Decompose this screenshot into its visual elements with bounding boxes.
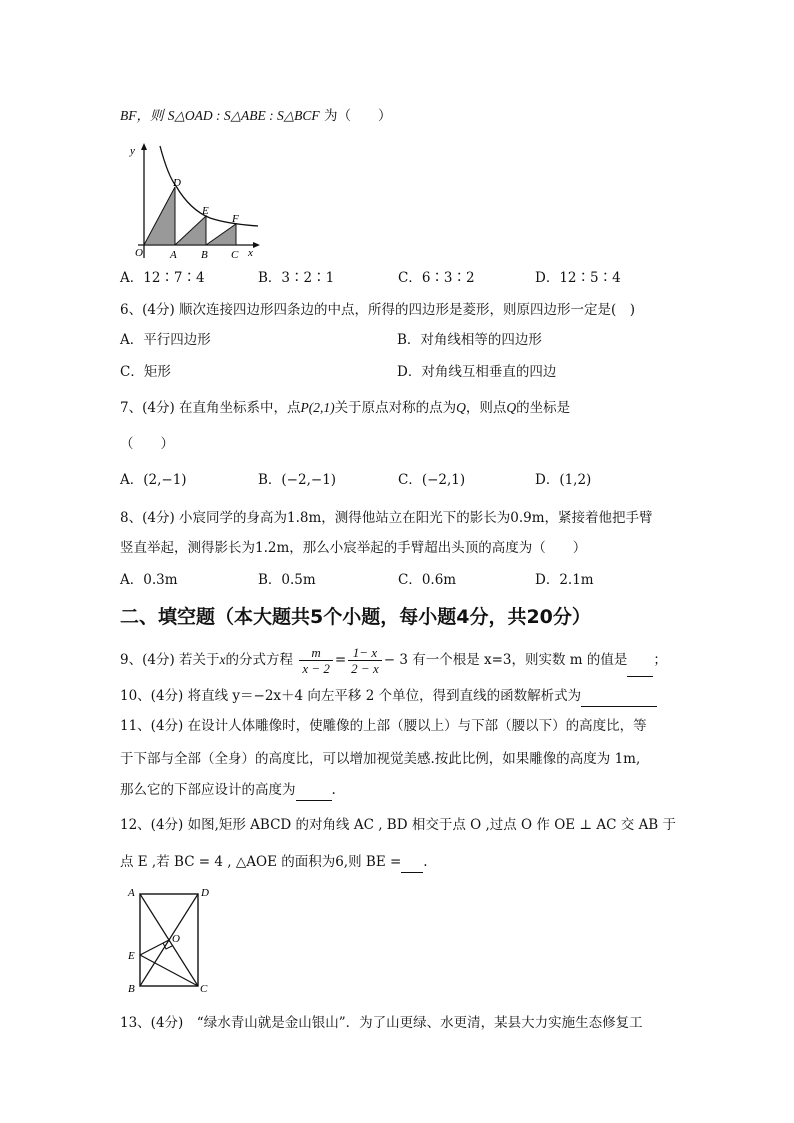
q13-text: 13、(4分) “绿水青山就是金山银山”．为了山更绿、水更清，某县大力实施生态修复工: [120, 1015, 643, 1031]
q11-line3-text: 那么它的下部应设计的高度为: [120, 782, 296, 798]
q9-var-x: x: [219, 652, 226, 667]
q12-line2-text: 点 E ,若 BC = 4 , △AOE 的面积为6,则 BE =: [120, 854, 402, 870]
q5-option-c[interactable]: C．6∶3∶2: [398, 270, 475, 286]
fig2-segment-ec: [140, 955, 198, 986]
q5-option-a[interactable]: A．12∶7∶4: [120, 270, 205, 286]
fig1-triangle-abe: [175, 216, 206, 245]
fig1-label-y: y: [130, 145, 135, 157]
q7-option-c[interactable]: C．(−2,1): [398, 472, 466, 488]
q9-f1-den: x − 2: [302, 661, 330, 676]
q7-option-d[interactable]: D．(1,2): [535, 472, 592, 488]
fig1-label-d: D: [173, 177, 181, 189]
fig2-label-e: E: [128, 950, 135, 962]
q7-text2: 关于原点对称的点为: [334, 400, 457, 416]
q9-answer-blank[interactable]: [627, 644, 653, 677]
q9-f2-den: 2 − x: [351, 661, 379, 676]
fig1-y-arrow: [141, 143, 147, 150]
q9-text: [120, 644, 667, 677]
q8-option-c[interactable]: C．0.6m: [398, 572, 457, 588]
fig1-label-b: B: [201, 249, 208, 261]
q7-option-b[interactable]: B．(−2,−1): [258, 472, 337, 488]
q12-line2: [120, 852, 428, 873]
q7-text: [120, 398, 570, 418]
q11-line1: 11、(4分) 在设计人体雕像时，使雕像的上部（腰以上）与下部（腰以下）的高度比，等: [120, 718, 647, 734]
q5-prefix: BF，则: [120, 108, 164, 123]
q9-f2-num: 1− x: [348, 645, 382, 661]
q6-option-c[interactable]: C．矩形: [120, 364, 171, 380]
q6-option-a[interactable]: A．平行四边形: [120, 332, 211, 348]
q9-pre: 9、(4分) 若关于: [120, 652, 220, 668]
fig1-label-f: F: [232, 213, 239, 225]
q5-option-d[interactable]: D．12∶5∶4: [535, 270, 621, 286]
q5-option-b[interactable]: B．3∶2∶1: [258, 270, 335, 286]
q9-f1-num: m: [299, 645, 333, 661]
q12-answer-blank[interactable]: [401, 852, 423, 873]
q8-line1: 8、(4分) 小宸同学的身高为1.8m，测得他站立在阳光下的影长为0.9m，紧接着他把手臂: [120, 510, 653, 526]
q9-mid: 的分式方程: [225, 652, 294, 668]
fig1-triangle-bcf: [206, 224, 236, 245]
fig1-label-e: E: [202, 205, 209, 217]
fig1-label-c: C: [231, 249, 239, 261]
q10-body: 10、(4分) 将直线 y＝−2x＋4 向左平移 2 个单位，得到直线的函数解析式为: [120, 688, 582, 704]
section-2-heading: 二、填空题（本大题共5个小题，每小题4分，共20分）: [120, 606, 591, 628]
fig2-label-a: A: [128, 887, 135, 899]
q7-point-q: Q: [456, 400, 466, 415]
fig1-triangle-oad: [144, 187, 175, 245]
q5-tail: [120, 106, 391, 126]
q12-line2-end: .: [423, 854, 428, 870]
q7-option-a[interactable]: A．(2,−1): [120, 472, 187, 488]
q6-option-b[interactable]: B．对角线相等的四边形: [397, 332, 542, 348]
q7-paren: （ ）: [120, 436, 174, 452]
q7-text4: 的坐标是: [516, 400, 571, 416]
q9-fraction-1: [299, 645, 333, 676]
q7-text1: 7、(4分) 在直角坐标系中，点: [120, 400, 301, 416]
rectangle-figure: [124, 884, 214, 994]
fig1-label-o: O: [135, 247, 143, 259]
q11-line3: [120, 780, 336, 801]
q5-suffix: 为（ ）: [323, 108, 392, 124]
fig1-label-x: x: [248, 247, 253, 259]
q10-text: [120, 686, 657, 707]
q11-answer-blank[interactable]: [296, 780, 332, 801]
q10-answer-blank[interactable]: [581, 686, 657, 707]
fig1-label-a: A: [170, 249, 177, 261]
q6-text: 6、(4分) 顺次连接四边形四条边的中点，所得的四边形是菱形，则原四边形一定是( ): [120, 302, 636, 318]
fig1-x-arrow: [253, 242, 260, 248]
fig2-label-c: C: [200, 983, 208, 994]
q9-tail: − 3 有一个根是 x=3，则实数 m 的值是: [383, 652, 628, 668]
q11-line2: 于下部与全部（全身）的高度比，可以增加视觉美感.按此比例，如果雕像的高度为 1m,: [120, 751, 641, 767]
q12-line1: 12、(4分) 如图,矩形 ABCD 的对角线 AC , BD 相交于点 O ,过点 O 作 OE ⊥ AC 交 AB 于: [120, 817, 677, 833]
q7-point-q2: Q: [506, 400, 517, 415]
q7-point-p: P(2,1): [300, 400, 335, 415]
q7-text3: ，则点: [465, 400, 507, 416]
fig2-label-d: D: [201, 887, 209, 899]
q8-option-b[interactable]: B．0.5m: [258, 572, 316, 588]
q8-option-a[interactable]: A．0.3m: [120, 572, 178, 588]
q9-end: ；: [653, 652, 667, 668]
q8-option-d[interactable]: D．2.1m: [535, 572, 594, 588]
fig2-label-o: O: [172, 933, 180, 945]
hyperbola-figure: [118, 140, 268, 265]
q9-eq: =: [334, 652, 347, 668]
q5-ratio: S△OAD : S△ABE : S△BCF: [167, 108, 320, 123]
fig2-label-b: B: [128, 983, 135, 994]
q6-option-d[interactable]: D．对角线互相垂直的四边: [397, 364, 557, 380]
q8-line2: 竖直举起，测得影长为1.2m，那么小宸举起的手臂超出头顶的高度为（ ）: [120, 540, 587, 556]
q9-fraction-2: [348, 645, 382, 676]
q11-line3-end: .: [331, 782, 336, 798]
